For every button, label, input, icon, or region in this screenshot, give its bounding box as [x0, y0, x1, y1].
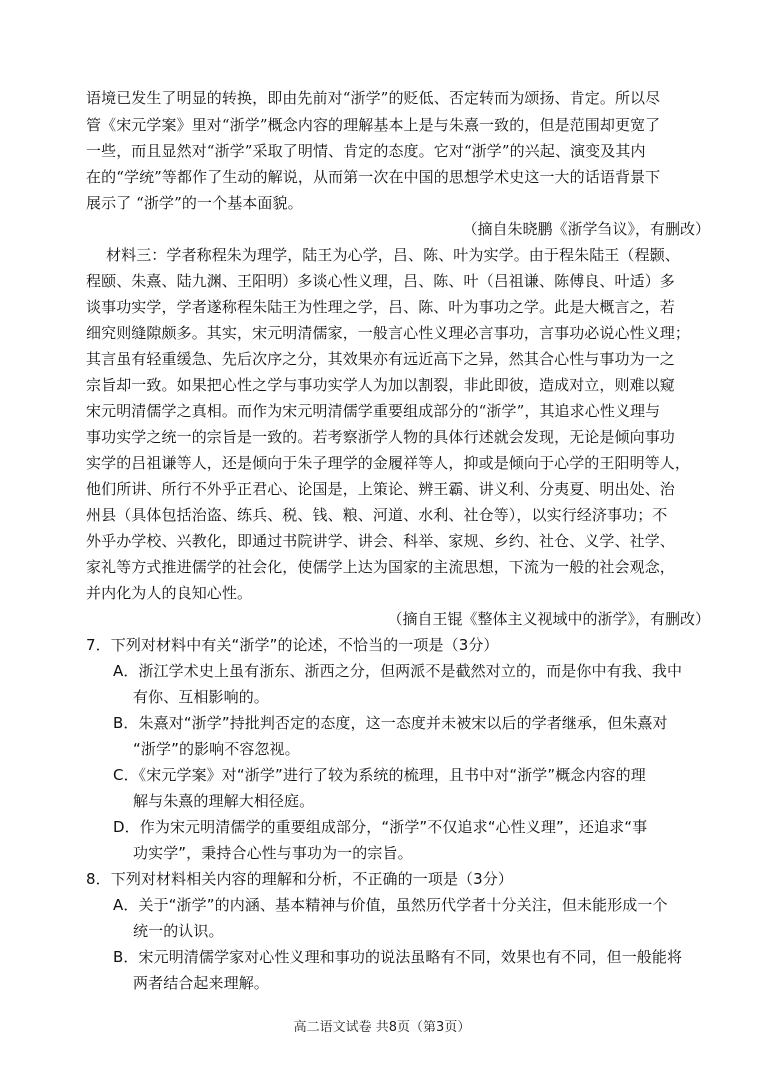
material-line: 宋元明清儒学之真相。而作为宋元明清儒学重要组成部分的“浙学”，其追求心性义理与	[86, 402, 661, 420]
q7-option-c-cont: 解与朱熹的理解大相径庭。	[133, 792, 315, 810]
q7-option-c[interactable]: C．《宋元学案》对“浙学”进行了较为系统的梳理，且书中对“浙学”概念内容的理	[113, 766, 646, 784]
material-line: 外乎办学校、兴教化，即通过书院讲学、讲会、科举、家规、乡约、社仓、义学、社学、	[86, 532, 675, 550]
material-line: 细究则缝隙颇多。其实，宋元明清儒家，一般言心性义理必言事功，言事功必说心性义理；	[86, 324, 691, 342]
passage-line: 在的“学统”等都作了生动的解说，从而第一次在中国的思想学术史这一大的话语背景下	[86, 168, 661, 186]
material-line: 州县（具体包括治盗、练兵、税、钱、粮、河道、水利、社仓等），以实行经济事功；不	[86, 506, 668, 524]
page-footer: 高二语文试卷 共8页（第3页）	[293, 1020, 471, 1035]
passage-line: 语境已发生了明显的转换，即由先前对“浙学”的贬低、否定转而为颂扬、肯定。所以尽	[86, 89, 661, 107]
passage-line: 展示了 “浙学”的一个基本面貌。	[86, 194, 303, 212]
material-line: 事功实学之统一的宗旨是一致的。若考察浙学人物的具体行述就会发现，无论是倾向事功	[86, 428, 675, 446]
source-citation: （摘自朱晓鹏《浙学刍议》，有删改）	[462, 220, 710, 238]
material-line: 宗旨却一致。如果把心性之学与事功实学人为加以割裂，非此即彼，造成对立，则难以窥	[86, 376, 675, 394]
q7-option-d-cont: 功实学”，秉持合心性与事功为一的宗旨。	[133, 844, 413, 862]
q7-option-b-cont: “浙学”的影响不容忽视。	[133, 740, 300, 758]
q8-option-a-cont: 统一的认识。	[133, 922, 224, 940]
material-line: 材料三：学者称程朱为理学，陆王为心学，吕、陈、叶为实学。由于程朱陆王（程颢、	[106, 246, 680, 264]
q7-option-b[interactable]: B．朱熹对“浙学”持批判否定的态度，这一态度并未被宋以后的学者继承，但朱熹对	[113, 714, 668, 732]
q7-option-a[interactable]: A．浙江学术史上虽有浙东、浙西之分，但两派不是截然对立的，而是你中有我、我中	[113, 662, 683, 680]
material-line: 谈事功实学，学者遂称程朱陆王为性理之学，吕、陈、叶为事功之学。此是大概言之，若	[86, 298, 675, 316]
passage-line: 一些，而且显然对“浙学”采取了明情、肯定的态度。它对“浙学”的兴起、演变及其内	[86, 142, 646, 160]
material-line: 家礼等方式推进儒学的社会化，使儒学上达为国家的主流思想，下流为一般的社会观念，	[86, 558, 675, 576]
material-line: 其言虽有轻重缓急、先后次序之分，其效果亦有远近高下之异，然其合心性与事功为一之	[86, 350, 675, 368]
source-citation: （摘自王锟《整体主义视域中的浙学》，有删改）	[387, 610, 710, 628]
material-line: 实学的吕祖谦等人，还是倾向于朱子理学的金履祥等人，抑或是倾向于心学的王阳明等人，	[86, 454, 691, 472]
q8-option-a[interactable]: A．关于“浙学”的内涵、基本精神与价值，虽然历代学者十分关注，但未能形成一个	[113, 896, 668, 914]
q7-option-d[interactable]: D．作为宋元明清儒学的重要组成部分，“浙学”不仅追求“心性义理”，还追求“事	[113, 818, 648, 836]
material-line: 他们所讲、所行不外乎正君心、论国是，上策论、辨王霸、讲义利、分夷夏、明出处、治	[86, 480, 675, 498]
q8-option-b-cont: 两者结合起来理解。	[133, 974, 269, 992]
passage-line: 管《宋元学案》里对“浙学”概念内容的理解基本上是与朱熹一致的，但是范围却更宽了	[86, 116, 661, 134]
q8-option-b[interactable]: B．宋元明清儒学家对心性义理和事功的说法虽略有不同，效果也有不同，但一般能将	[113, 948, 683, 966]
q7-option-a-cont: 有你、互相影响的。	[133, 688, 269, 706]
question-8-stem: 8．下列对材料相关内容的理解和分析，不正确的一项是（3分）	[86, 870, 513, 888]
question-7-stem: 7．下列对材料中有关“浙学”的论述，不恰当的一项是（3分）	[86, 636, 499, 654]
material-line: 程颐、朱熹、陆九渊、王阳明）多谈心性义理，吕、陈、叶（吕祖谦、陈傅良、叶适）多	[86, 272, 675, 290]
material-line: 并内化为人的良知心性。	[86, 584, 253, 602]
